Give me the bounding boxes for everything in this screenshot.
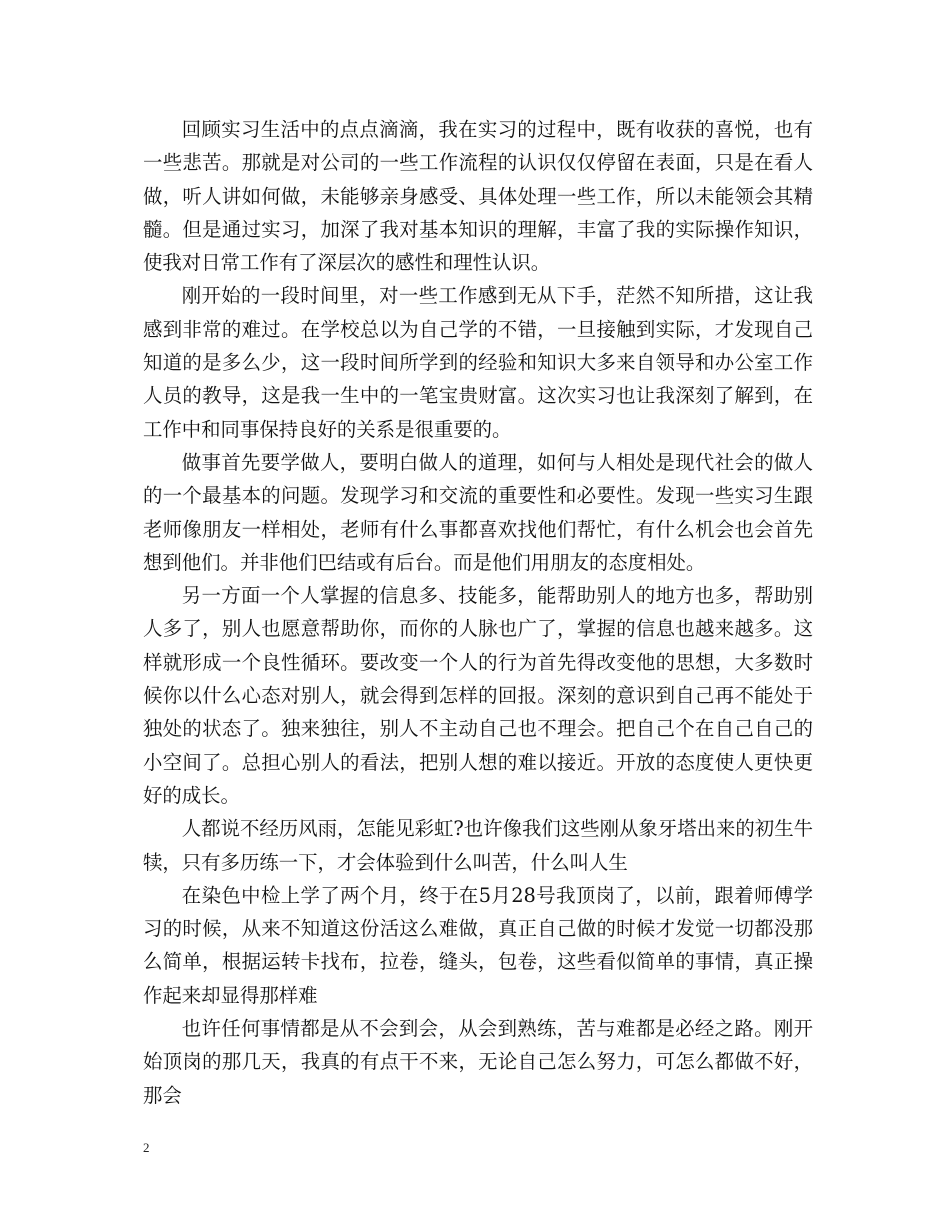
paragraph-4: 另一方面一个人掌握的信息多、技能多，能帮助别人的地方也多，帮助别人多了，别人也愿意帮助你，而你的人脉也广了，掌握的信息也越来越多。这样就形成一个良性循环。要改变一个人的行为首先得改变他的思想，大多数时候你以什么心态对别人，就会得到怎样的回报。深刻的意识到自己再不能处于独处的状态了。独来独往，别人不主动自己也不理会。把自己个在自己自己的小空间了。总担心别人的看法，把别人想的难以接近。开放的态度使人更快更好的成长。 [143,584,813,807]
paragraph-5: 人都说不经历风雨，怎能见彩虹?也许像我们这些刚从象牙塔出来的初生牛犊，只有多历练一下，才会体验到什么叫苦，什么叫人生 [143,817,813,874]
paragraph-1: 回顾实习生活中的点点滴滴，我在实习的过程中，既有收获的喜悦，也有一些悲苦。那就是对公司的一些工作流程的认识仅仅停留在表面，只是在看人做，听人讲如何做，未能够亲身感受、具体处理一些工作，所以未能领会其精髓。但是通过实习，加深了我对基本知识的理解，丰富了我的实际操作知识，使我对日常工作有了深层次的感性和理性认识。 [143,118,813,275]
page-number: 2 [143,1140,150,1155]
paragraph-6: 在染色中检上学了两个月，终于在5月28号我顶岗了，以前，跟着师傅学习的时候，从来不知道这份活这么难做，真正自己做的时候才发觉一切都没那么简单，根据运转卡找布，拉卷，缝头，包卷，这些看似简单的事情，真正操作起来却显得那样难 [143,883,813,1007]
paragraph-7: 也许任何事情都是从不会到会，从会到熟练，苦与难都是必经之路。刚开始顶岗的那几天，我真的有点干不来，无论自己怎么努力，可怎么都做不好，那会 [143,1017,813,1107]
paragraph-3: 做事首先要学做人，要明白做人的道理，如何与人相处是现代社会的做人的一个最基本的问题。发现学习和交流的重要性和必要性。发现一些实习生跟老师像朋友一样相处，老师有什么事都喜欢找他们帮忙，有什么机会也会首先想到他们。并非他们巴结或有后台。而是他们用朋友的态度相处。 [143,450,813,574]
document-body [143,113,813,1112]
paragraph-2: 刚开始的一段时间里，对一些工作感到无从下手，茫然不知所措，这让我感到非常的难过。在学校总以为自己学的不错，一旦接触到实际，才发现自己知道的是多么少，这一段时间所学到的经验和知识大多来自领导和办公室工作人员的教导，这是我一生中的一笔宝贵财富。这次实习也让我深刻了解到，在工作中和同事保持良好的关系是很重要的。 [143,284,813,441]
